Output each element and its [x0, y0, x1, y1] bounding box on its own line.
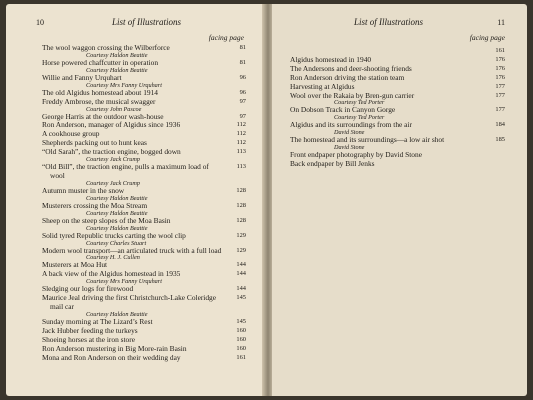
illustration-title: Freddy Ambrose, the musical swagger [42, 96, 156, 106]
facing-page-number: 185 [495, 136, 505, 144]
illustration-title-continuation: mail car [50, 302, 75, 312]
right-page-number: 11 [497, 18, 505, 27]
illustration-entry [290, 106, 505, 121]
illustration-title: Willie and Fanny Urquhart [42, 72, 122, 82]
facing-page-number: 184 [495, 121, 505, 129]
left-page-heading: List of Illustrations [112, 17, 182, 27]
illustration-title: Shepherds packing out to hunt keas [42, 138, 147, 148]
illustration-entry [42, 187, 246, 202]
illustration-title: Wool over the Rakaia by Bren-gun carrier [290, 90, 415, 100]
illustration-title: Sheep on the steep slopes of the Moa Basin [42, 215, 171, 225]
photo-credit: Courtesy Haldon Beattie [86, 66, 148, 74]
facing-page-number: 81 [239, 58, 246, 66]
right-facing-page-label: facing page [469, 33, 505, 42]
illustration-title: Maurice Jeal driving the first Christchurch-Lake Coleridge [42, 293, 217, 303]
facing-page-number: 112 [236, 121, 246, 129]
illustration-title: “Old Bill”, the traction engine, pulls a maximum load of [42, 162, 209, 172]
facing-page-number: 113 [236, 148, 246, 156]
illustration-title: Ron Anderson mustering in Big More-rain Basin [42, 343, 187, 353]
illustration-entry [42, 232, 246, 247]
illustration-entry [290, 136, 505, 151]
illustration-title: A cookhouse group [42, 129, 100, 139]
illustration-title: “Old Sarah”, the traction engine, bogged down [42, 147, 181, 157]
facing-page-number: 145 [236, 317, 246, 325]
facing-page-number: 177 [495, 82, 505, 90]
facing-page-number: 128 [236, 216, 246, 224]
left-facing-page-label: facing page [208, 33, 244, 42]
facing-page-number: 129 [236, 231, 246, 239]
illustration-entry [42, 354, 246, 363]
illustration-title: Musterers crossing the Moa Stream [42, 200, 148, 210]
facing-page-number: 144 [236, 270, 246, 278]
illustration-title: Musterers at Moa Hut [42, 260, 108, 270]
photo-credit: Courtesy Haldon Beattie [86, 224, 148, 232]
right-illustration-list [290, 47, 505, 169]
left-page-number: 10 [36, 18, 44, 27]
illustration-title: Horse powered chaffcutter in operation [42, 57, 159, 67]
illustration-entry [42, 74, 246, 89]
photo-credit: Courtesy Haldon Beattie [86, 310, 148, 318]
facing-page-number: 176 [495, 64, 505, 72]
facing-page-number: 112 [236, 139, 246, 147]
photo-credit: Courtesy H. J. Cullen [86, 254, 140, 262]
facing-page-number: 97 [239, 97, 246, 105]
facing-page-number: 160 [236, 326, 246, 334]
facing-page-number: 96 [239, 88, 246, 96]
illustration-title: Harvesting at Algidus [290, 81, 355, 91]
facing-page-number: 128 [236, 186, 246, 194]
illustration-title: George Harris at the outdoor wash-house [42, 111, 164, 121]
facing-page-number: 145 [236, 294, 246, 302]
facing-page-number: 113 [236, 163, 246, 171]
facing-page-number: 97 [239, 112, 246, 120]
right-page-heading: List of Illustrations [354, 17, 424, 27]
illustration-title: The old Algidus homestead about 1914 [42, 87, 158, 97]
illustration-title: The Andersons and deer-shooting friends [290, 63, 412, 73]
illustration-title: The homestead and its surroundings—a low air shot [290, 135, 445, 145]
illustration-entry [42, 270, 246, 285]
facing-page-number: 81 [239, 44, 246, 51]
facing-page-number: 177 [495, 106, 505, 114]
left-illustration-list [42, 44, 246, 362]
illustration-title: The wool waggon crossing the Wilberforce [42, 43, 170, 52]
illustration-title: Sledging our logs for firewood [42, 284, 134, 294]
left-page [6, 4, 264, 396]
facing-page-number: 144 [236, 285, 246, 293]
illustration-title: Ron Anderson driving the station team [290, 72, 405, 82]
facing-page-number: 160 [236, 335, 246, 343]
illustration-title: Modern wool transport—an articulated truck with a full load [42, 245, 222, 255]
facing-page-number: 112 [236, 130, 246, 138]
illustration-title: Mona and Ron Anderson on their wedding day [42, 352, 181, 362]
photo-credit: Courtesy Jack Crump [86, 156, 140, 164]
illustration-title: A back view of the Algidus homestead in 1935 [42, 269, 181, 279]
facing-page-number: 177 [495, 91, 505, 99]
illustration-entry [42, 98, 246, 113]
illustration-entry [290, 160, 505, 169]
illustration-title: Shoeing horses at the iron store [42, 334, 135, 344]
illustration-title: Algidus and its surroundings from the air [290, 120, 412, 130]
illustration-title: Solid tyred Republic trucks carting the wool clip [42, 230, 186, 240]
photo-credit: Courtesy Mrs Fanny Urquhart [86, 81, 162, 89]
photo-credit: Courtesy John Pascoe [86, 105, 142, 113]
illustration-entry [290, 121, 505, 136]
photo-credit: Courtesy Jack Crump [86, 179, 140, 187]
facing-page-number: 144 [236, 261, 246, 269]
illustration-title: Sunday morning at The Lizard’s Rest [42, 316, 153, 326]
illustration-title: Ron Anderson, manager of Algidus since 1936 [42, 120, 181, 130]
facing-page-number: 128 [236, 201, 246, 209]
facing-page-number: 160 [236, 344, 246, 352]
photo-credit: Courtesy Haldon Beattie [86, 209, 148, 217]
illustration-entry [42, 59, 246, 74]
illustration-title: On Dobson Track in Canyon Gorge [290, 105, 396, 115]
illustration-entry [42, 148, 246, 163]
photo-credit: Courtesy Ted Porter [334, 114, 385, 122]
illustration-entry [290, 92, 505, 107]
illustration-title-continuation: wool [50, 170, 65, 180]
illustration-entry [42, 294, 246, 318]
illustration-entry [42, 202, 246, 217]
photo-credit: Courtesy Ted Porter [334, 99, 385, 107]
photo-credit: Courtesy Haldon Beattie [86, 194, 148, 202]
illustration-entry [42, 44, 246, 59]
facing-page-number: 161 [236, 353, 246, 361]
facing-page-number: 96 [239, 73, 246, 81]
illustration-title: Back endpaper by Bill Jenks [290, 159, 375, 169]
photo-credit: Courtesy Charles Stuart [86, 239, 147, 247]
facing-page-number: 176 [495, 55, 505, 63]
photo-credit: Courtesy Haldon Beattie [86, 51, 148, 59]
photo-credit: Courtesy Mrs Fanny Urquhart [86, 278, 162, 286]
illustration-entry [42, 163, 246, 187]
facing-page-number: 129 [236, 246, 246, 254]
illustration-title: Algidus homestead in 1940 [290, 54, 372, 64]
illustration-entry [42, 247, 246, 262]
illustration-entry [42, 217, 246, 232]
facing-page-number: 161 [495, 47, 505, 54]
illustration-title: Autumn muster in the snow [42, 185, 125, 195]
photo-credit: David Stone [334, 144, 365, 152]
right-page [272, 4, 527, 396]
facing-page-number: 176 [495, 73, 505, 81]
illustration-title: Jack Hubber feeding the turkeys [42, 325, 138, 335]
illustration-title: Front endpaper photography by David Stone [290, 150, 422, 160]
photo-credit: David Stone [334, 129, 365, 137]
